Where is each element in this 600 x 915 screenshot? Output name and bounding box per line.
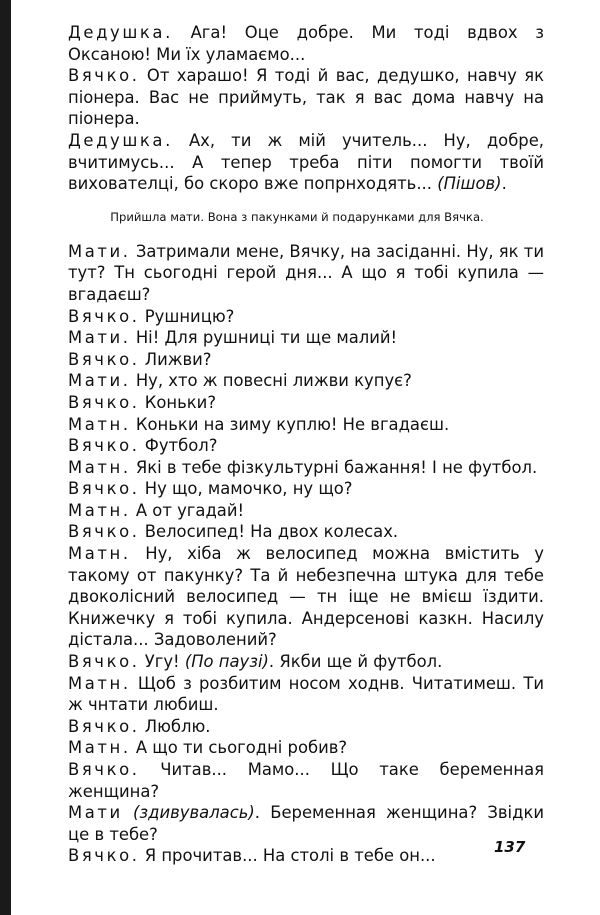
line-text: Читав... Мамо... Що таке беременная женщина? xyxy=(68,760,544,801)
line-text-after: . Якби ще й футбол. xyxy=(268,652,443,672)
line-text: Я прочитав... На столі в тебе он... xyxy=(139,846,436,866)
speaker-name: Вячко. xyxy=(68,846,140,866)
speaker-name: Дедушка. xyxy=(68,130,173,150)
speaker-name: Матн. xyxy=(68,414,131,434)
speaker-name: Вячко. xyxy=(68,349,140,369)
dialogue-line xyxy=(68,22,544,65)
line-text: Ну, хіба ж велосипед можна вмістить у такому от пакунку? Та й небезпечна штука для тебе двоколісний велосипед — тн іще не вмієш їздити. Книжечку я тобі купила. Андерсенові казкн. Насилу дістала... Задоволений? xyxy=(68,544,544,650)
dialogue-line xyxy=(68,392,544,414)
speaker-name: Матн. xyxy=(68,673,131,693)
dialogue-line xyxy=(68,500,544,522)
speaker-name: Вячко. xyxy=(68,760,140,779)
dialogue-line xyxy=(68,845,544,867)
dialogue-line xyxy=(68,802,544,845)
line-text-after: . Беременная женщина? Звідки це в тебе? xyxy=(68,803,544,844)
dialogue-line xyxy=(68,457,544,479)
speaker-name: Матн. xyxy=(68,738,131,758)
dialogue-line xyxy=(68,65,544,130)
line-text: Велосипед! На двох колесах. xyxy=(139,522,399,542)
speaker-name: Мати xyxy=(68,803,123,823)
line-text: От харашо! Я тоді й вас, дедушко, навчу як піонера. Вас не приймуть, так я вас дома навчу на піонера. xyxy=(68,66,544,129)
dialogue-line xyxy=(68,737,544,759)
speaker-name: Вячко. xyxy=(68,522,140,542)
page-number: 137 xyxy=(494,838,526,856)
line-text: Які в тебе фізкультурні бажання! І не футбол. xyxy=(130,457,538,477)
dialogue-block-2 xyxy=(68,241,544,867)
line-text: Лижви? xyxy=(139,349,212,369)
line-text: А що ти сьогодні робив? xyxy=(130,738,348,758)
speaker-name: Матн. xyxy=(68,457,131,477)
line-text-after: . xyxy=(501,174,507,194)
page-text xyxy=(68,22,544,867)
dialogue-line xyxy=(68,414,544,436)
dialogue-line xyxy=(68,130,544,195)
dialogue-line xyxy=(68,651,544,673)
dialogue-line xyxy=(68,327,544,349)
line-text: Люблю. xyxy=(139,716,211,736)
speaker-name: Вячко. xyxy=(68,436,140,456)
dialogue-block-1 xyxy=(68,22,544,195)
line-text: Ага! Оце добре. Ми тоді вдвох з Оксаною! Ми їх уламаємо... xyxy=(68,23,544,64)
line-text: Затримали мене, Вячку, на засіданні. Ну, як ти тут? Тн сьогодні герой дня... А що я тобі купила — вгадаєш? xyxy=(68,241,544,304)
line-text: А от угадай! xyxy=(130,500,245,520)
dialogue-line xyxy=(68,521,544,543)
speaker-name: Мати. xyxy=(68,328,131,348)
line-text: Ні! Для рушниці ти ще малий! xyxy=(130,328,398,348)
stage-note: (здивувалась) xyxy=(133,803,255,823)
speaker-name: Матн. xyxy=(68,500,131,520)
line-text: Футбол? xyxy=(139,436,218,456)
speaker-name: Мати. xyxy=(68,241,131,261)
line-text: Коньки? xyxy=(139,392,217,412)
line-text: Ну, хто ж повесні лижви купує? xyxy=(130,371,412,391)
book-spine-shadow xyxy=(0,0,11,915)
speaker-name: Вячко. xyxy=(68,66,140,86)
dialogue-line xyxy=(68,349,544,371)
dialogue-line xyxy=(68,306,544,328)
speaker-name: Дедушка. xyxy=(68,23,173,42)
dialogue-line xyxy=(68,478,544,500)
line-text: Рушницю? xyxy=(139,306,235,326)
speaker-name: Вячко. xyxy=(68,392,140,412)
stage-direction: Прийшла мати. Вона з пакунками й подарунками для Вячка. xyxy=(110,209,484,224)
dialogue-line xyxy=(68,370,544,392)
speaker-name: Вячко. xyxy=(68,479,140,499)
stage-note: (По паузі) xyxy=(184,652,269,672)
line-text xyxy=(123,803,133,822)
dialogue-line xyxy=(68,716,544,738)
dialogue-line xyxy=(68,241,544,306)
speaker-name: Вячко. xyxy=(68,306,140,326)
dialogue-line xyxy=(68,543,544,651)
line-text: Угу! xyxy=(139,652,185,672)
dialogue-line xyxy=(68,759,544,802)
speaker-name: Вячко. xyxy=(68,716,140,736)
speaker-name: Матн. xyxy=(68,544,131,564)
line-text: Щоб з розбитим носом ходнв. Читатимеш. Ти ж чнтати любиш. xyxy=(68,673,544,715)
speaker-name: Мати. xyxy=(68,371,131,391)
speaker-name: Вячко. xyxy=(68,652,140,672)
line-text: Ну що, мамочко, ну що? xyxy=(139,479,353,499)
dialogue-line xyxy=(68,673,544,716)
line-text: Ах, ти ж мій учитель... Ну, добре, вчитимусь... А тепер треба піти помогти твоїй вихователці, бо скоро вже попрнходять... xyxy=(68,130,544,194)
stage-note: (Пішов) xyxy=(431,174,502,194)
dialogue-line xyxy=(68,435,544,457)
line-text: Коньки на зиму куплю! Не вгадаєш. xyxy=(130,414,450,434)
